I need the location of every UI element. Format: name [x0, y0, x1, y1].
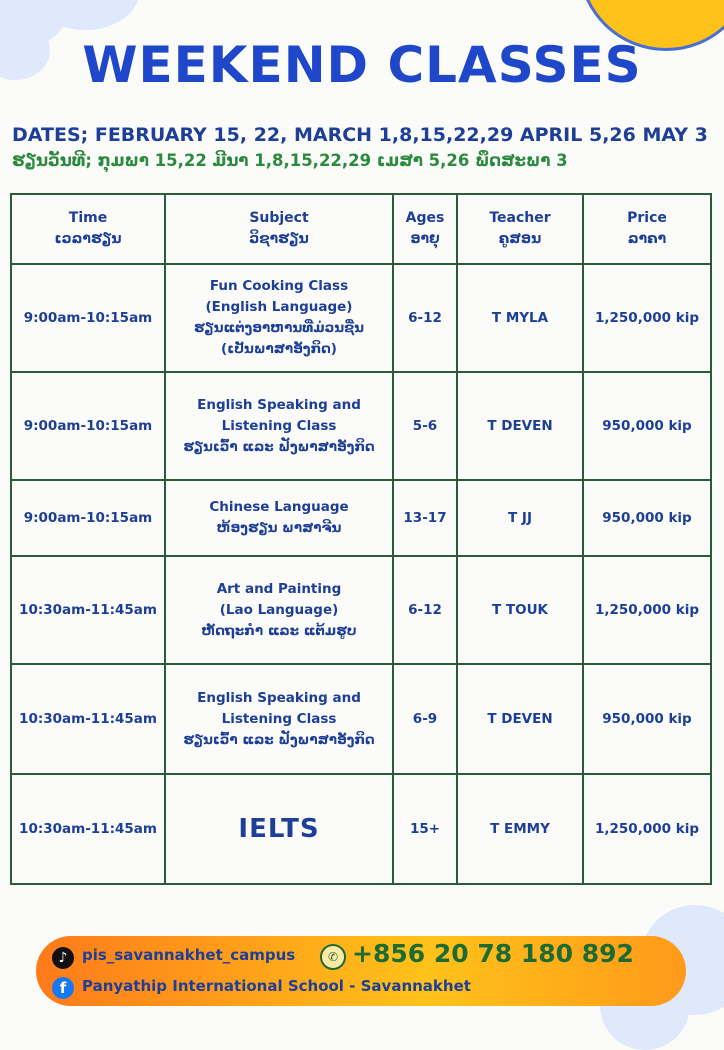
tiktok-handle[interactable]: pis_savannakhet_campus — [82, 946, 296, 964]
cell-ages: 5-6 — [393, 372, 457, 480]
cell-time: 9:00am-10:15am — [11, 372, 165, 480]
cell-price: 950,000 kip — [583, 480, 711, 556]
cell-price: 950,000 kip — [583, 372, 711, 480]
cell-price: 1,250,000 kip — [583, 556, 711, 664]
phone-number[interactable]: +856 20 78 180 892 — [352, 939, 634, 968]
table-row — [11, 480, 711, 556]
cell-teacher: T DEVEN — [457, 664, 583, 774]
cell-subject: IELTS — [165, 774, 393, 884]
header-subject: Subject ວິຊາຮຽນ — [165, 194, 393, 264]
header-teacher: Teacher ຄູສອນ — [457, 194, 583, 264]
cell-subject: Fun Cooking Class (English Language) ຮຽນແຕ່ງອາຫານທີ່ມ່ວນຊື່ນ (ເປັນພາສາອັງກິດ) — [165, 264, 393, 372]
cell-subject: Art and Painting (Lao Language) ຫັດຖະກຳ ແລະ ແຕ້ມຮູບ — [165, 556, 393, 664]
cell-subject: English Speaking and Listening Class ຮຽນເວົ້າ ແລະ ຟັງພາສາອັງກິດ — [165, 664, 393, 774]
table-header-row — [11, 194, 711, 264]
cell-time: 10:30am-11:45am — [11, 774, 165, 884]
cell-time: 10:30am-11:45am — [11, 556, 165, 664]
page-title: WEEKEND CLASSES — [82, 36, 642, 94]
cell-price: 1,250,000 kip — [583, 774, 711, 884]
cell-time: 10:30am-11:45am — [11, 664, 165, 774]
cell-time: 9:00am-10:15am — [11, 264, 165, 372]
table-row — [11, 664, 711, 774]
contact-footer — [36, 936, 686, 1006]
cell-price: 950,000 kip — [583, 664, 711, 774]
header-price: Price ລາຄາ — [583, 194, 711, 264]
dates-lao: ຮຽນວັນທີ; ກຸມພາ 15,22 ມີນາ 1,8,15,22,29 ເມສາ 5,26 ພຶດສະພາ 3 — [12, 151, 568, 170]
cell-ages: 6-12 — [393, 556, 457, 664]
table-row — [11, 372, 711, 480]
phone-icon[interactable]: ✆ — [320, 944, 346, 970]
cell-ages: 6-9 — [393, 664, 457, 774]
cell-ages: 15+ — [393, 774, 457, 884]
header-time: Time ເວລາຮຽນ — [11, 194, 165, 264]
cell-subject: English Speaking and Listening Class ຮຽນເວົ້າ ແລະ ຟັງພາສາອັງກິດ — [165, 372, 393, 480]
cell-teacher: T EMMY — [457, 774, 583, 884]
class-schedule-table — [10, 193, 712, 885]
facebook-icon[interactable]: f — [52, 977, 74, 999]
cell-ages: 6-12 — [393, 264, 457, 372]
cell-teacher: T TOUK — [457, 556, 583, 664]
cell-price: 1,250,000 kip — [583, 264, 711, 372]
cell-teacher: T JJ — [457, 480, 583, 556]
facebook-page-name[interactable]: Panyathip International School - Savannakhet — [82, 977, 471, 995]
cell-teacher: T DEVEN — [457, 372, 583, 480]
table-row — [11, 264, 711, 372]
cell-teacher: T MYLA — [457, 264, 583, 372]
cell-subject: Chinese Language ຫ້ອງຮຽນ ພາສາຈີນ — [165, 480, 393, 556]
music-note-icon[interactable]: ♪ — [52, 947, 74, 969]
header-ages: Ages ອາຍຸ — [393, 194, 457, 264]
cell-ages: 13-17 — [393, 480, 457, 556]
cell-time: 9:00am-10:15am — [11, 480, 165, 556]
table-row — [11, 556, 711, 664]
table-row — [11, 774, 711, 884]
dates-english: DATES; FEBRUARY 15, 22, MARCH 1,8,15,22,29 APRIL 5,26 MAY 3 — [12, 124, 708, 146]
